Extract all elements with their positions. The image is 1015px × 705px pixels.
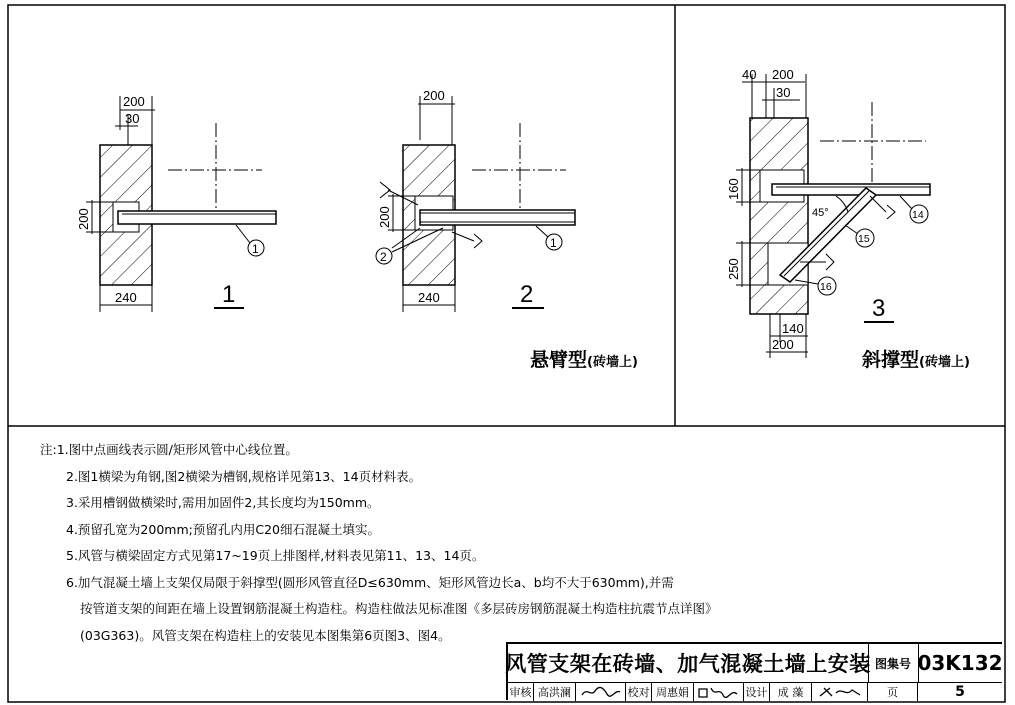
figure-number: 3 [872,295,886,322]
note-text: 1.图中点画线表示圆/矩形风管中心线位置。 [56,442,298,457]
callout-number: 2 [380,250,387,264]
check-label: 校对 [626,683,652,701]
title-block [506,642,1002,700]
callout-number: 1 [550,236,557,250]
note-text: 按管道支架的间距在墙上设置钢筋混凝土构造柱。构造柱做法见标准图《多层砖房钢筋混凝土构造柱抗震节点详图》 [80,601,718,616]
note-5 [40,543,990,570]
page-number: 5 [955,684,965,700]
dim-text: 240 [418,290,440,305]
leader-line [536,226,548,237]
design-label: 设计 [744,683,770,701]
dim-text: 200 [377,206,392,228]
weld-symbol [887,205,895,219]
leader-line [236,225,250,243]
callout-number: 16 [820,281,832,293]
dim-text: 40 [742,67,757,82]
designer-signature [812,683,868,701]
dim-text: 200 [772,337,794,352]
figure-2 [376,88,575,312]
caption-cantilever: 悬臂型(砖墙上) [530,349,638,371]
atlas-label: 图集号 [868,644,919,682]
weld-symbol [474,234,482,248]
note-6-cont [40,596,990,623]
checker-name: 周惠娟 [652,683,694,701]
note-6 [40,570,990,597]
leader-line [845,225,858,234]
approval-row [508,682,1002,701]
dim-text: 200 [423,88,445,103]
note-2 [40,464,990,491]
reviewer-signature [576,683,626,701]
note-4 [40,517,990,544]
dim-text: 30 [125,111,140,126]
callout-number: 1 [252,242,259,256]
dim-text: 160 [726,178,741,200]
reviewer-name: 高洪澜 [534,683,576,701]
review-label: 审核 [508,683,534,701]
figure-1 [76,94,276,312]
dim-text: 200 [123,94,145,109]
dim-text: 140 [782,321,804,336]
designer-name: 成 藻 [770,683,812,701]
caption-diagonal: 斜撑型(砖墙上) [862,349,970,371]
angle-text: 45° [812,207,829,219]
note-text: 2.图1横梁为角钢,图2横梁为槽钢,规格详见第13、14页材料表。 [66,468,422,484]
dim-text: 30 [776,85,791,100]
channel-steel-beam [420,210,575,225]
note-text: (03G363)。风管支架在构造柱上的安装见本图集第6页图3、图4。 [80,627,451,643]
notes-prefix: 注: [40,442,57,457]
horizontal-beam [772,184,930,195]
figure-number: 1 [222,281,236,308]
note-3 [40,490,990,517]
note-text: 4.预留孔宽为200mm;预留孔内用C20细石混凝土填实。 [66,521,380,537]
leader-line [900,196,912,209]
note-text: 5.风管与横梁固定方式见第17~19页上排图样,材料表见第11、13、14页。 [66,548,485,563]
note-text: 6.加气混凝土墙上支架仅局限于斜撑型(圆形风管直径D≤630mm、矩形风管边长a、b均不大于630mm),并需 [66,574,674,590]
figure-3 [726,67,930,358]
callout-number: 15 [858,233,870,245]
dim-text: 250 [726,258,741,280]
dim-text: 240 [115,290,137,305]
drawing-title: 风管支架在砖墙、加气混凝土墙上安装 [508,644,869,682]
page-label: 页 [868,683,918,701]
notes-section [40,437,990,649]
weld-symbol [826,254,834,270]
note-text: 3.采用槽钢做横梁时,需用加固件2,其长度均为150mm。 [66,495,380,510]
leader-line [870,196,886,212]
dim-text: 200 [772,67,794,82]
dim-text: 200 [76,208,91,230]
atlas-number: 03K132 [917,651,1003,675]
checker-signature [694,683,744,701]
callout-number: 14 [912,209,924,221]
note-1 [40,437,990,464]
figure-number: 2 [520,281,534,308]
angle-steel-beam [118,211,276,224]
